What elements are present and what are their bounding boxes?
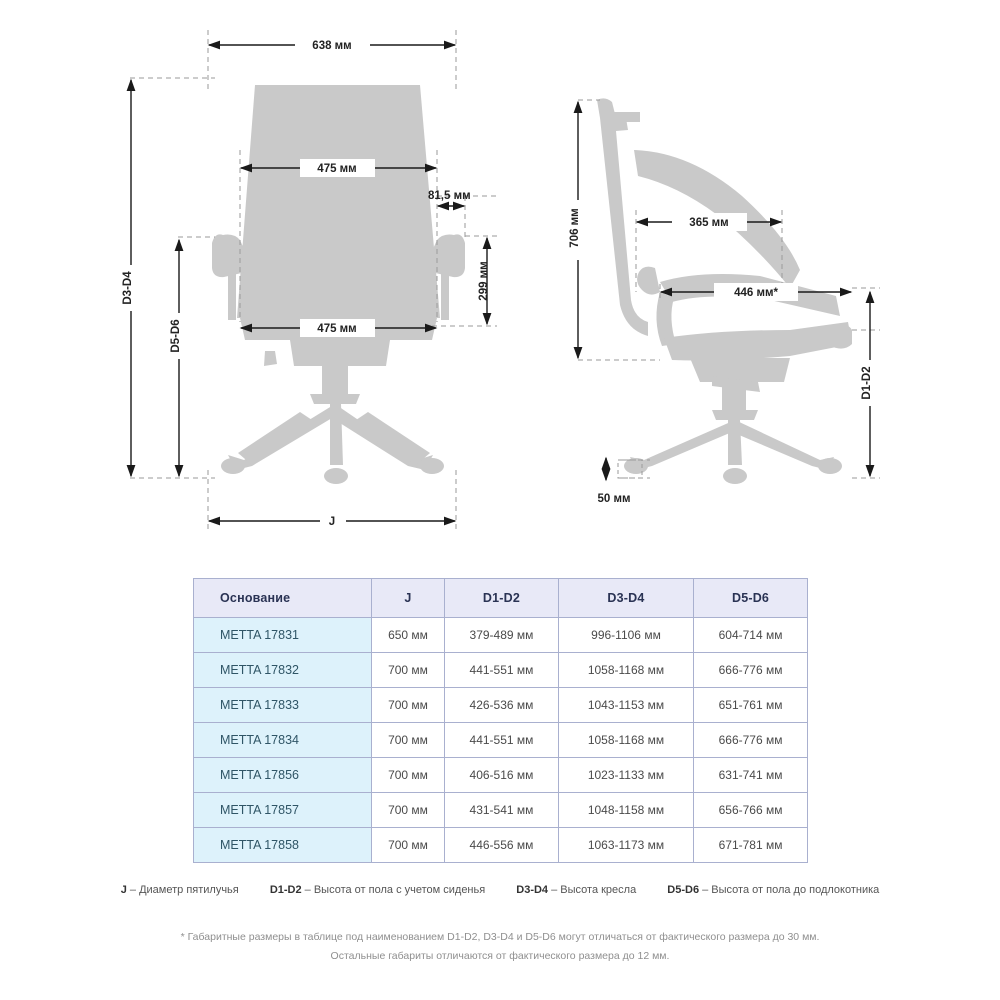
cell-d3d4: 1058-1168 мм	[558, 653, 693, 688]
dim-overall-depth: 446 мм*	[734, 287, 778, 299]
cell-d3d4: 1023-1133 мм	[558, 758, 693, 793]
legend-code-d5d6: D5-D6	[667, 884, 700, 896]
legend-code-j: J	[120, 884, 127, 896]
dim-base-diameter: J	[328, 516, 336, 528]
cell-d5d6: 631-741 мм	[694, 758, 808, 793]
cell-base-name: METTA 17832	[194, 653, 372, 688]
legend-item-j	[121, 884, 239, 896]
cell-d3d4: 996-1106 мм	[558, 618, 693, 653]
front-view-chair	[212, 85, 465, 484]
legend-text-d1d2: – Высота от пола с учетом сиденья	[301, 884, 486, 896]
dim-armrest-floor-height: D5-D6	[170, 319, 182, 353]
cell-j: 700 мм	[372, 793, 445, 828]
cell-base-name: METTA 17858	[194, 828, 372, 863]
legend-text-d5d6: – Высота от пола до подлокотника	[699, 884, 880, 896]
table-row	[194, 618, 808, 653]
cell-base-name: METTA 17834	[194, 723, 372, 758]
table-row	[194, 723, 808, 758]
cell-base-name: METTA 17831	[194, 618, 372, 653]
dim-backrest-width: 475 мм	[317, 163, 357, 175]
cell-d1d2: 441-551 мм	[445, 653, 559, 688]
cell-j: 700 мм	[372, 688, 445, 723]
cell-base-name: METTA 17857	[194, 793, 372, 828]
cell-d1d2: 431-541 мм	[445, 793, 559, 828]
legend-code-d3d4: D3-D4	[516, 884, 549, 896]
column-header-base: Основание	[194, 579, 372, 618]
cell-j: 650 мм	[372, 618, 445, 653]
legend-code-d1d2: D1-D2	[269, 884, 302, 896]
legend-text-j: – Диаметр пятилучья	[126, 884, 239, 896]
dim-seat-floor-height: D1-D2	[861, 366, 873, 400]
cell-d1d2: 426-536 мм	[445, 688, 559, 723]
table-row	[194, 828, 808, 863]
specifications-table-wrapper	[193, 578, 808, 863]
cell-d5d6: 671-781 мм	[694, 828, 808, 863]
dim-seat-width: 475 мм	[317, 323, 357, 335]
cell-d1d2: 406-516 мм	[445, 758, 559, 793]
cell-d3d4: 1048-1158 мм	[558, 793, 693, 828]
legend-item-d3d4	[516, 884, 636, 896]
footnote-line-1: * Габаритные размеры в таблице под наименованием D1-D2, D3-D4 и D5-D6 могут отличаться от фактического размера до 30 мм.	[180, 931, 820, 943]
column-header-d1d2: D1-D2	[445, 579, 559, 618]
cell-j: 700 мм	[372, 758, 445, 793]
dim-armrest-offset: 81,5 мм	[428, 190, 471, 202]
table-row	[194, 758, 808, 793]
legend-item-d5d6	[667, 884, 879, 896]
specifications-table	[193, 578, 808, 863]
cell-d1d2: 446-556 мм	[445, 828, 559, 863]
table-row	[194, 793, 808, 828]
cell-d5d6: 666-776 мм	[694, 653, 808, 688]
table-row	[194, 688, 808, 723]
dim-caster-height: 50 мм	[597, 493, 631, 505]
cell-base-name: METTA 17856	[194, 758, 372, 793]
legend	[0, 884, 1000, 896]
cell-j: 700 мм	[372, 723, 445, 758]
cell-d3d4: 1043-1153 мм	[558, 688, 693, 723]
table-header-row	[194, 579, 808, 618]
footnote	[0, 928, 1000, 966]
cell-d1d2: 379-489 мм	[445, 618, 559, 653]
cell-base-name: METTA 17833	[194, 688, 372, 723]
column-header-j: J	[372, 579, 445, 618]
cell-d3d4: 1058-1168 мм	[558, 723, 693, 758]
cell-d1d2: 441-551 мм	[445, 723, 559, 758]
cell-d5d6: 666-776 мм	[694, 723, 808, 758]
cell-j: 700 мм	[372, 653, 445, 688]
cell-j: 700 мм	[372, 828, 445, 863]
cell-d5d6: 656-766 мм	[694, 793, 808, 828]
dim-armrest-height: 299 мм	[478, 261, 490, 301]
footnote-line-2: Остальные габариты отличаются от фактического размера до 12 мм.	[330, 950, 670, 962]
column-header-d3d4: D3-D4	[558, 579, 693, 618]
cell-d5d6: 604-714 мм	[694, 618, 808, 653]
legend-item-d1d2	[270, 884, 485, 896]
table-row	[194, 653, 808, 688]
dim-back-height: 706 мм	[569, 208, 581, 248]
dim-overall-width: 638 мм	[312, 40, 352, 52]
cell-d3d4: 1063-1173 мм	[558, 828, 693, 863]
legend-text-d3d4: – Высота кресла	[548, 884, 637, 896]
cell-d5d6: 651-761 мм	[694, 688, 808, 723]
dim-chair-height: D3-D4	[122, 271, 134, 305]
column-header-d5d6: D5-D6	[694, 579, 808, 618]
dim-seat-depth: 365 мм	[689, 217, 729, 229]
